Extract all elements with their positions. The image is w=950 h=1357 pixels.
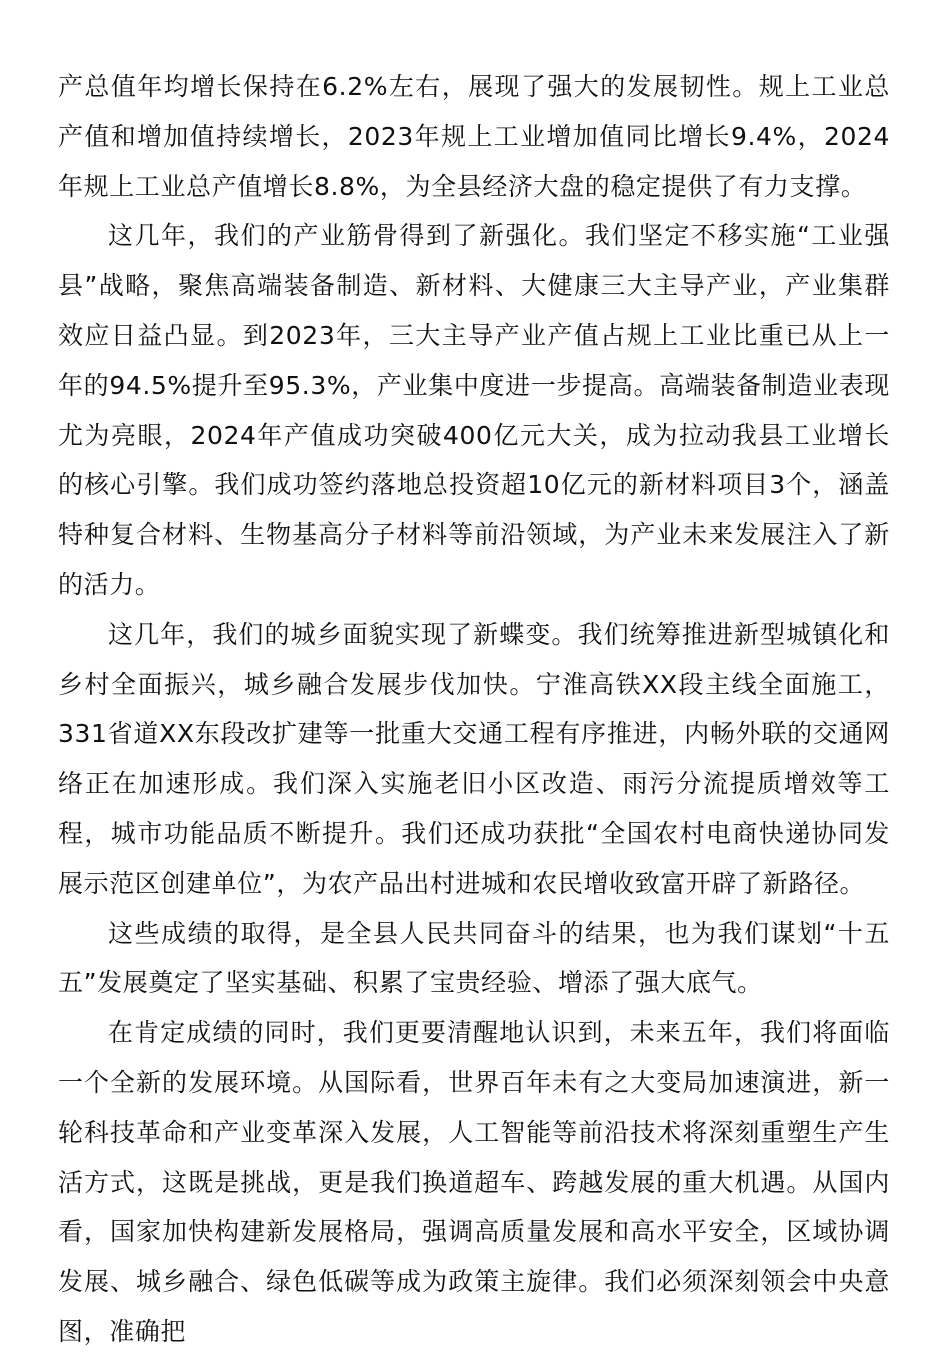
paragraph-industry: 这几年，我们的产业筋骨得到了新强化。我们坚定不移实施“工业强县”战略，聚焦高端装备制造、新材料、大健康三大主导产业，产业集群效应日益凸显。到2023年，三大主导产业产值占规上工业比重已从上一年的94.5%提升至95.3%，产业集中度进一步提高。高端装备制造业表现尤为亮眼，2024年产值成功突破400亿元大关，成为拉动我县工业增长的核心引擎。我们成功签约落地总投资超10亿元的新材料项目3个，涵盖特种复合材料、生物基高分子材料等前沿领域，为产业未来发展注入了新的活力。 [58,221,890,599]
document-page [58,62,890,1357]
paragraph-continued: 产总值年均增长保持在6.2%左右，展现了强大的发展韧性。规上工业总产值和增加值持续增长，2023年规上工业增加值同比增长9.4%，2024年规上工业总产值增长8.8%，为全县经济大盘的稳定提供了有力支撑。 [58,72,890,201]
paragraph-achievements: 这些成绩的取得，是全县人民共同奋斗的结果，也为我们谋划“十五五”发展奠定了坚实基础、积累了宝贵经验、增添了强大底气。 [58,918,890,998]
paragraph-environment: 在肯定成绩的同时，我们更要清醒地认识到，未来五年，我们将面临一个全新的发展环境。从国际看，世界百年未有之大变局加速演进，新一轮科技革命和产业变革深入发展，人工智能等前沿技术将深刻重塑生产生活方式，这既是挑战，更是我们换道超车、跨越发展的重大机遇。从国内看，国家加快构建新发展格局，强调高质量发展和高水平安全，区域协调发展、城乡融合、绿色低碳等成为政策主旋律。我们必须深刻领会中央意图，准确把 [58,1018,890,1346]
paragraph-urban-rural: 这几年，我们的城乡面貌实现了新蝶变。我们统筹推进新型城镇化和乡村全面振兴，城乡融合发展步伐加快。宁淮高铁XX段主线全面施工，331省道XX东段改扩建等一批重大交通工程有序推进，内畅外联的交通网络正在加速形成。我们深入实施老旧小区改造、雨污分流提质增效等工程，城市功能品质不断提升。我们还成功获批“全国农村电商快递协同发展示范区创建单位”，为农产品出村进城和农民增收致富开辟了新路径。 [58,619,890,898]
